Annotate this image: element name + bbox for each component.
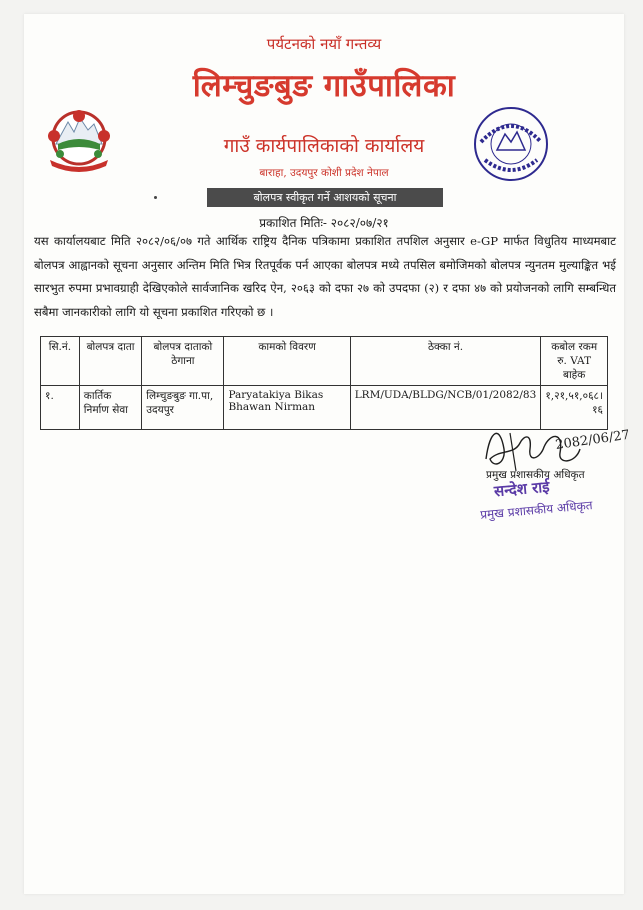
- tagline: पर्यटनको नयाँ गन्तव्य: [266, 35, 382, 53]
- municipality-title: लिम्चुङबुङ गाउँपालिका: [192, 68, 456, 104]
- stamp-name: सन्देश राई: [493, 477, 551, 501]
- col-header-work: कामको विवरण: [224, 337, 350, 386]
- office-address: बाराहा, उदयपुर कोशी प्रदेश नेपाल: [259, 167, 389, 179]
- published-date: प्रकाशित मितिः- २०८२/०७/२१: [259, 216, 389, 230]
- col-header-address: बोलपत्र दाताको ठेगाना: [142, 337, 224, 386]
- col-header-bidder: बोलपत्र दाता: [79, 337, 141, 386]
- speck: [154, 196, 157, 199]
- bid-table: [40, 336, 608, 430]
- cell-bidder: कार्तिक निर्माण सेवा: [79, 386, 141, 430]
- cell-address: लिम्चुङबुङ गा.पा, उदयपुर: [142, 386, 224, 430]
- table-header-row: [41, 337, 608, 386]
- signature-date: 2082/06/27: [554, 427, 631, 453]
- col-header-amount: कबोल रकम रु. VAT बाहेक: [541, 337, 608, 386]
- cell-work: Paryatakiya Bikas Bhawan Nirman: [224, 386, 350, 430]
- cell-amount: १,२१,५१,०६८।१६: [541, 386, 608, 430]
- cell-sn: १.: [41, 386, 80, 430]
- notice-title: बोलपत्र स्वीकृत गर्ने आशयको सूचना: [207, 188, 443, 207]
- office-name: गाउँ कार्यपालिकाको कार्यालय: [223, 135, 425, 157]
- col-header-contract: ठेक्का नं.: [350, 337, 541, 386]
- col-header-sn: सि.नं.: [41, 337, 80, 386]
- notice-body: यस कार्यालयबाट मिति २०८२/०६/०७ गते आर्थिक राष्ट्रिय दैनिक पत्रिकामा प्रकाशित तपशिल अनुसार e-GP मार्फत विधुतिय माध्यमबाट बोलपत्र आह्वानको सूचना अनुसार अन्तिम मिति भित्र रितपूर्वक पर्न आएका बोलपत्र मध्ये तपसिल बमोजिमको बोलपत्र न्युनतम मुल्याङ्कित भई सारभुत रुपमा प्रभावग्राही देखिएकोले सार्वजानिक खरिद ऐन, २०६३ को दफा २७ को उपदफा (२) र दफा ४७ को प्रयोजनको लागि सम्बन्धित सबैमा जानकारीको लागि यो सूचना प्रकाशित गरिएको छ ।: [34, 234, 616, 319]
- stamp-title: प्रमुख प्रशासकीय अधिकृत: [479, 498, 594, 522]
- cell-contract: LRM/UDA/BLDG/NCB/01/2082/83: [350, 386, 541, 430]
- notice-page: [24, 14, 631, 894]
- signatory-designation: प्रमुख प्रशासकीय अधिकृत: [486, 469, 585, 481]
